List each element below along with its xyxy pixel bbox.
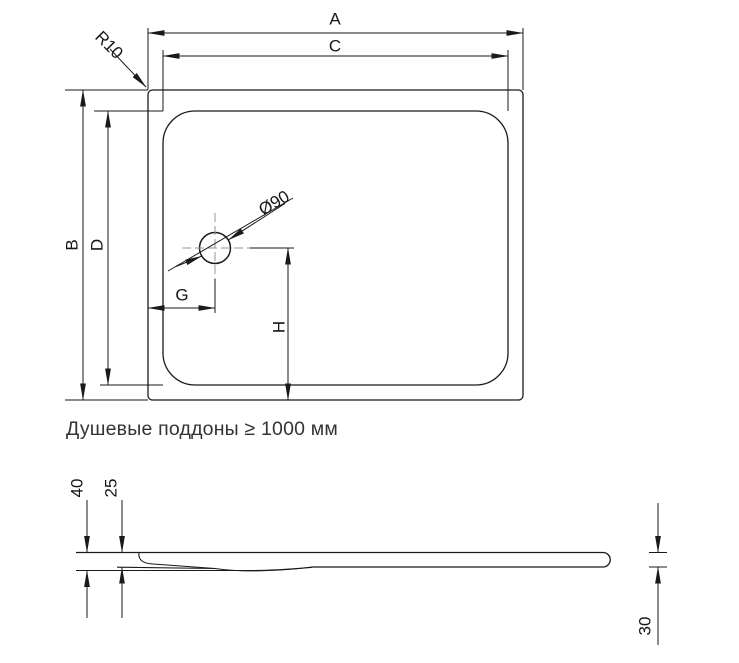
dim-label-outer-width: A [329, 9, 341, 29]
dim-label-edge-height: 30 [635, 616, 655, 636]
dim-label-drain-offset-bottom: H [269, 320, 289, 334]
dim-label-inner-width: C [328, 36, 342, 56]
extension-lines [62, 28, 523, 400]
dim-label-drain-offset-left: G [175, 285, 189, 305]
section-extension-ticks [649, 553, 667, 568]
section-view [76, 500, 667, 645]
dim-label-outer-depth: B [62, 239, 82, 251]
dimension-lines [83, 33, 523, 400]
dim-label-inner-height: 25 [101, 478, 121, 498]
drain-centerlines [182, 213, 250, 279]
plan-view [62, 28, 523, 400]
dim-label-rim-height: 40 [67, 478, 87, 498]
section-dimension-lines [87, 500, 658, 645]
tray-profile [76, 553, 610, 571]
dim-label-drain-diameter: Ø90 [255, 186, 293, 220]
drawing-caption: Душевые поддоны ≥ 1000 мм [66, 418, 339, 440]
dim-label-corner-radius: R10 [91, 27, 127, 63]
dim-label-inner-depth: D [87, 238, 107, 252]
tray-outer-outline [148, 90, 523, 400]
